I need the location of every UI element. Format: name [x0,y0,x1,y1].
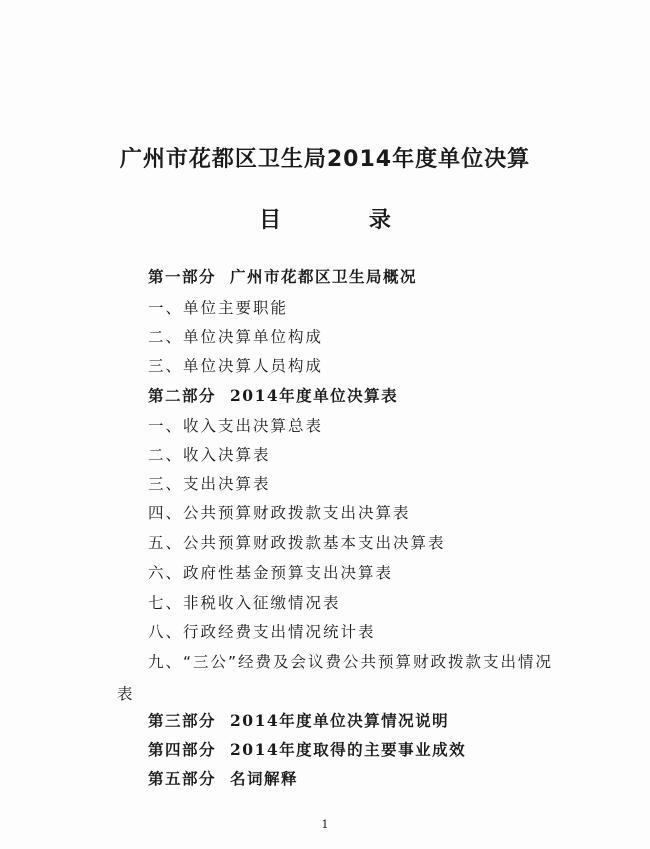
toc-part-label: 第五部分 [148,769,217,788]
toc-part-text: 2014年度取得的主要事业成效 [230,740,467,759]
toc-part-label: 第四部分 [148,740,217,759]
toc-item: 一、收入支出决算总表 [148,417,324,435]
toc-part-text: 名词解释 [230,769,299,788]
page-number: 1 [321,818,329,831]
toc-item: 三、单位决算人员构成 [148,357,324,375]
document-title: 广州市花都区卫生局2014年度单位决算 [119,147,531,172]
toc-part-5 [148,769,298,789]
toc-item: 七、非税收入征缴情况表 [148,594,341,612]
toc-item: 二、单位决算单位构成 [148,328,324,346]
toc-heading: 目 录 [259,208,431,233]
toc-part-3 [148,711,449,731]
toc-item: 九、“三公”经费及会议费公共预算财政拨款支出情况 [148,653,554,671]
toc-item: 四、公共预算财政拨款支出决算表 [148,504,411,522]
toc-part-label: 第一部分 [148,267,217,286]
toc-part-label: 第三部分 [148,711,217,730]
toc-item: 一、单位主要职能 [148,299,289,317]
toc-part-text: 2014年度单位决算情况说明 [230,711,450,730]
toc-part-2 [148,386,398,406]
toc-part-text: 广州市花都区卫生局概况 [230,267,418,286]
toc-item: 五、公共预算财政拨款基本支出决算表 [148,534,446,552]
toc-item-continuation: 表 [117,685,133,703]
toc-part-label: 第二部分 [148,386,217,405]
toc-item: 三、支出决算表 [148,475,271,493]
toc-item: 二、收入决算表 [148,446,271,464]
toc-part-text: 2014年度单位决算表 [230,386,399,405]
toc-item: 六、政府性基金预算支出决算表 [148,564,394,582]
toc-part-1 [148,267,417,287]
toc-item: 八、行政经费支出情况统计表 [148,623,376,641]
toc-part-4 [148,740,466,760]
